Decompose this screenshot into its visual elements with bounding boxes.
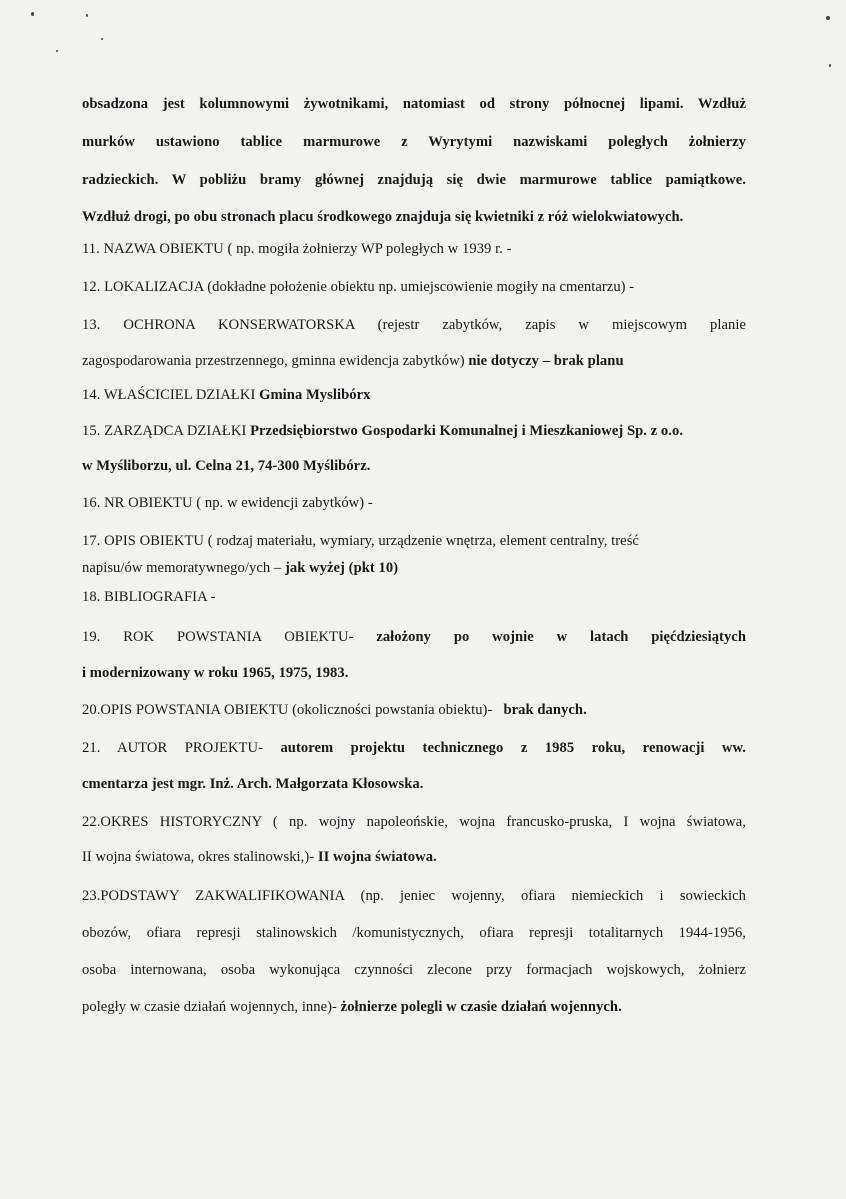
item-19-cont: i modernizowany w roku 1965, 1975, 1983. (82, 665, 349, 681)
scan-speck (826, 16, 830, 20)
item-17-cont: napisu/ów memoratywnego/ych – jak wyżej (pkt 10) (82, 560, 399, 576)
scan-speck (56, 50, 58, 52)
item-17: 17. OPIS OBIEKTU ( rodzaj materiału, wymiary, urządzenie wnętrza, element centralny, treść (82, 533, 639, 549)
item-20: 20.OPIS POWSTANIA OBIEKTU (okoliczności powstania obiektu)- brak danych. (82, 702, 587, 718)
text-line: Wzdłuż drogi, po obu stronach placu środkowego znajduja się kwietniki z róż wielokwiatowych. (82, 209, 684, 225)
item-15: 15. ZARZĄDCA DZIAŁKI Przedsiębiorstwo Gospodarki Komunalnej i Mieszkaniowej Sp. z o.o. (82, 423, 684, 439)
item-23-cont: osoba internowana, osoba wykonująca czynności zlecone przy formacjach wojskowych, żołnierz (82, 962, 746, 978)
item-22: 22.OKRES HISTORYCZNY ( np. wojny napoleońskie, wojna francusko-pruska, I wojna światowa, (82, 814, 746, 830)
item-15-cont: w Myśliborzu, ul. Celna 21, 74-300 Myślibórz. (82, 458, 371, 474)
item-21: 21. AUTOR PROJEKTU- autorem projektu technicznego z 1985 roku, renowacji ww. (82, 740, 746, 756)
item-13-cont: zagospodarowania przestrzennego, gminna ewidencja zabytków) nie dotyczy – brak planu (82, 353, 624, 369)
text-line: obsadzona jest kolumnowymi żywotnikami, natomiast od strony północnej lipami. Wzdłuż (82, 96, 746, 112)
scan-speck (86, 14, 88, 17)
item-14: 14. WŁAŚCICIEL DZIAŁKI Gmina Myslibórx (82, 387, 371, 403)
item-23-cont: poległy w czasie działań wojennych, inne)- żołnierze polegli w czasie działań wojennych. (82, 999, 622, 1015)
item-18: 18. BIBLIOGRAFIA - (82, 589, 216, 605)
item-21-cont: cmentarza jest mgr. Inż. Arch. Małgorzata Kłosowska. (82, 776, 424, 792)
scan-speck (829, 64, 831, 67)
item-23-cont: obozów, ofiara represji stalinowskich /komunistycznych, ofiara represji totalitarnych 1944-1956, (82, 925, 746, 941)
item-13: 13. OCHRONA KONSERWATORSKA (rejestr zabytków, zapis w miejscowym planie (82, 317, 746, 333)
item-11: 11. NAZWA OBIEKTU ( np. mogiła żołnierzy WP poległych w 1939 r. - (82, 241, 512, 257)
item-12: 12. LOKALIZACJA (dokładne położenie obiektu np. umiejscowienie mogiły na cmentarzu) - (82, 279, 635, 295)
item-19: 19. ROK POWSTANIA OBIEKTU- założony po wojnie w latach pięćdziesiątych (82, 629, 746, 645)
item-16: 16. NR OBIEKTU ( np. w ewidencji zabytków) - (82, 495, 373, 511)
item-22-cont: II wojna światowa, okres stalinowski,)- II wojna światowa. (82, 849, 437, 865)
text-line: radzieckich. W pobliżu bramy głównej znajdują się dwie marmurowe tablice pamiątkowe. (82, 172, 746, 188)
text-line: murków ustawiono tablice marmurowe z Wyrytymi nazwiskami poległych żołnierzy (82, 134, 746, 150)
item-23: 23.PODSTAWY ZAKWALIFIKOWANIA (np. jeniec wojenny, ofiara niemieckich i sowieckich (82, 888, 746, 904)
scan-speck (31, 12, 34, 16)
scan-speck (101, 38, 103, 40)
